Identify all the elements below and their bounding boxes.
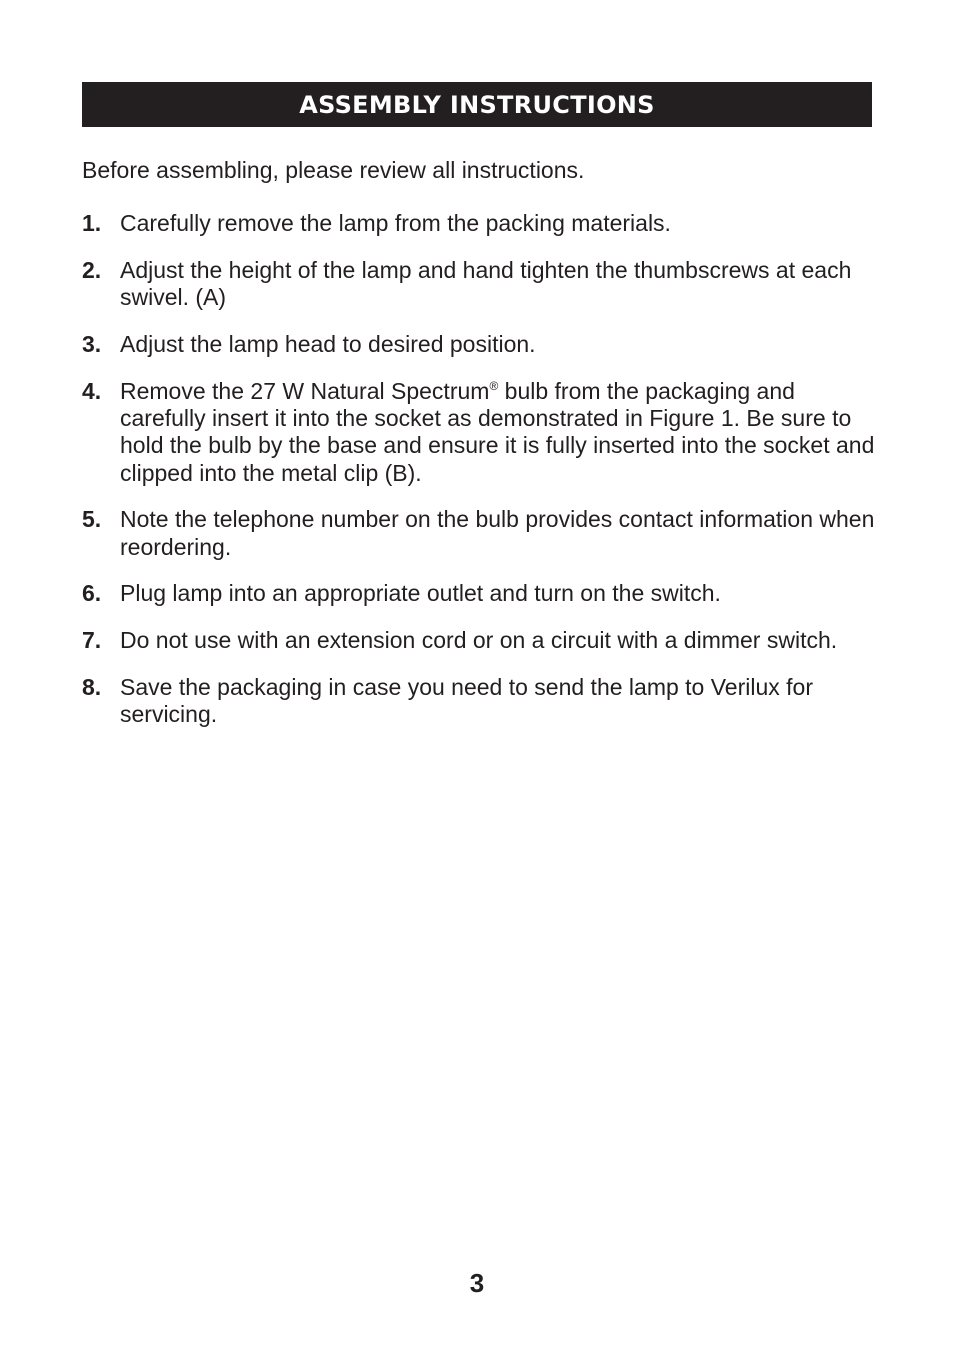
instruction-step-6 <box>82 580 877 607</box>
instruction-list <box>82 210 877 748</box>
step-text <box>120 378 877 487</box>
step-number: 3. <box>82 330 102 357</box>
instruction-step-7 <box>82 627 877 654</box>
step-text: Adjust the lamp head to desired position. <box>120 330 536 357</box>
intro-text: Before assembling, please review all instructions. <box>82 157 585 183</box>
step-text: Note the telephone number on the bulb provides contact information when reordering. <box>120 506 875 560</box>
step-text: Do not use with an extension cord or on a circuit with a dimmer switch. <box>120 627 838 654</box>
step-text: Adjust the height of the lamp and hand tighten the thumbscrews at each swivel. (A) <box>120 256 852 311</box>
instruction-step-5 <box>82 506 877 561</box>
step-number: 4. <box>82 377 102 404</box>
step-text-part: Remove the 27 W Natural Spectrum <box>120 377 490 404</box>
step-text: Plug lamp into an appropriate outlet and turn on the switch. <box>120 580 721 607</box>
registered-mark: ® <box>489 378 499 393</box>
instruction-step-2 <box>82 257 877 312</box>
instruction-step-3 <box>82 331 877 358</box>
step-number: 2. <box>82 256 102 283</box>
step-number: 7. <box>82 627 102 654</box>
step-number: 8. <box>82 674 102 701</box>
section-header-bar <box>82 82 872 127</box>
step-text: Carefully remove the lamp from the packing materials. <box>120 210 671 236</box>
step-number: 1. <box>82 210 102 236</box>
page-number: 3 <box>469 1268 485 1298</box>
section-title: ASSEMBLY INSTRUCTIONS <box>299 90 655 119</box>
step-number: 6. <box>82 580 102 607</box>
instruction-step-8 <box>82 674 877 729</box>
instruction-step-4 <box>82 378 877 487</box>
step-text: Save the packaging in case you need to send the lamp to Verilux for servicing. <box>120 674 813 728</box>
step-number: 5. <box>82 506 102 533</box>
step-text-part: bulb from the packaging and carefully insert it into the socket as demonstrated in Figure 1. Be sure to hold the bulb by the base and ensure it is fully inserted into the socket and clipped into the metal clip (B). <box>120 377 875 486</box>
instruction-step-1 <box>82 210 877 237</box>
